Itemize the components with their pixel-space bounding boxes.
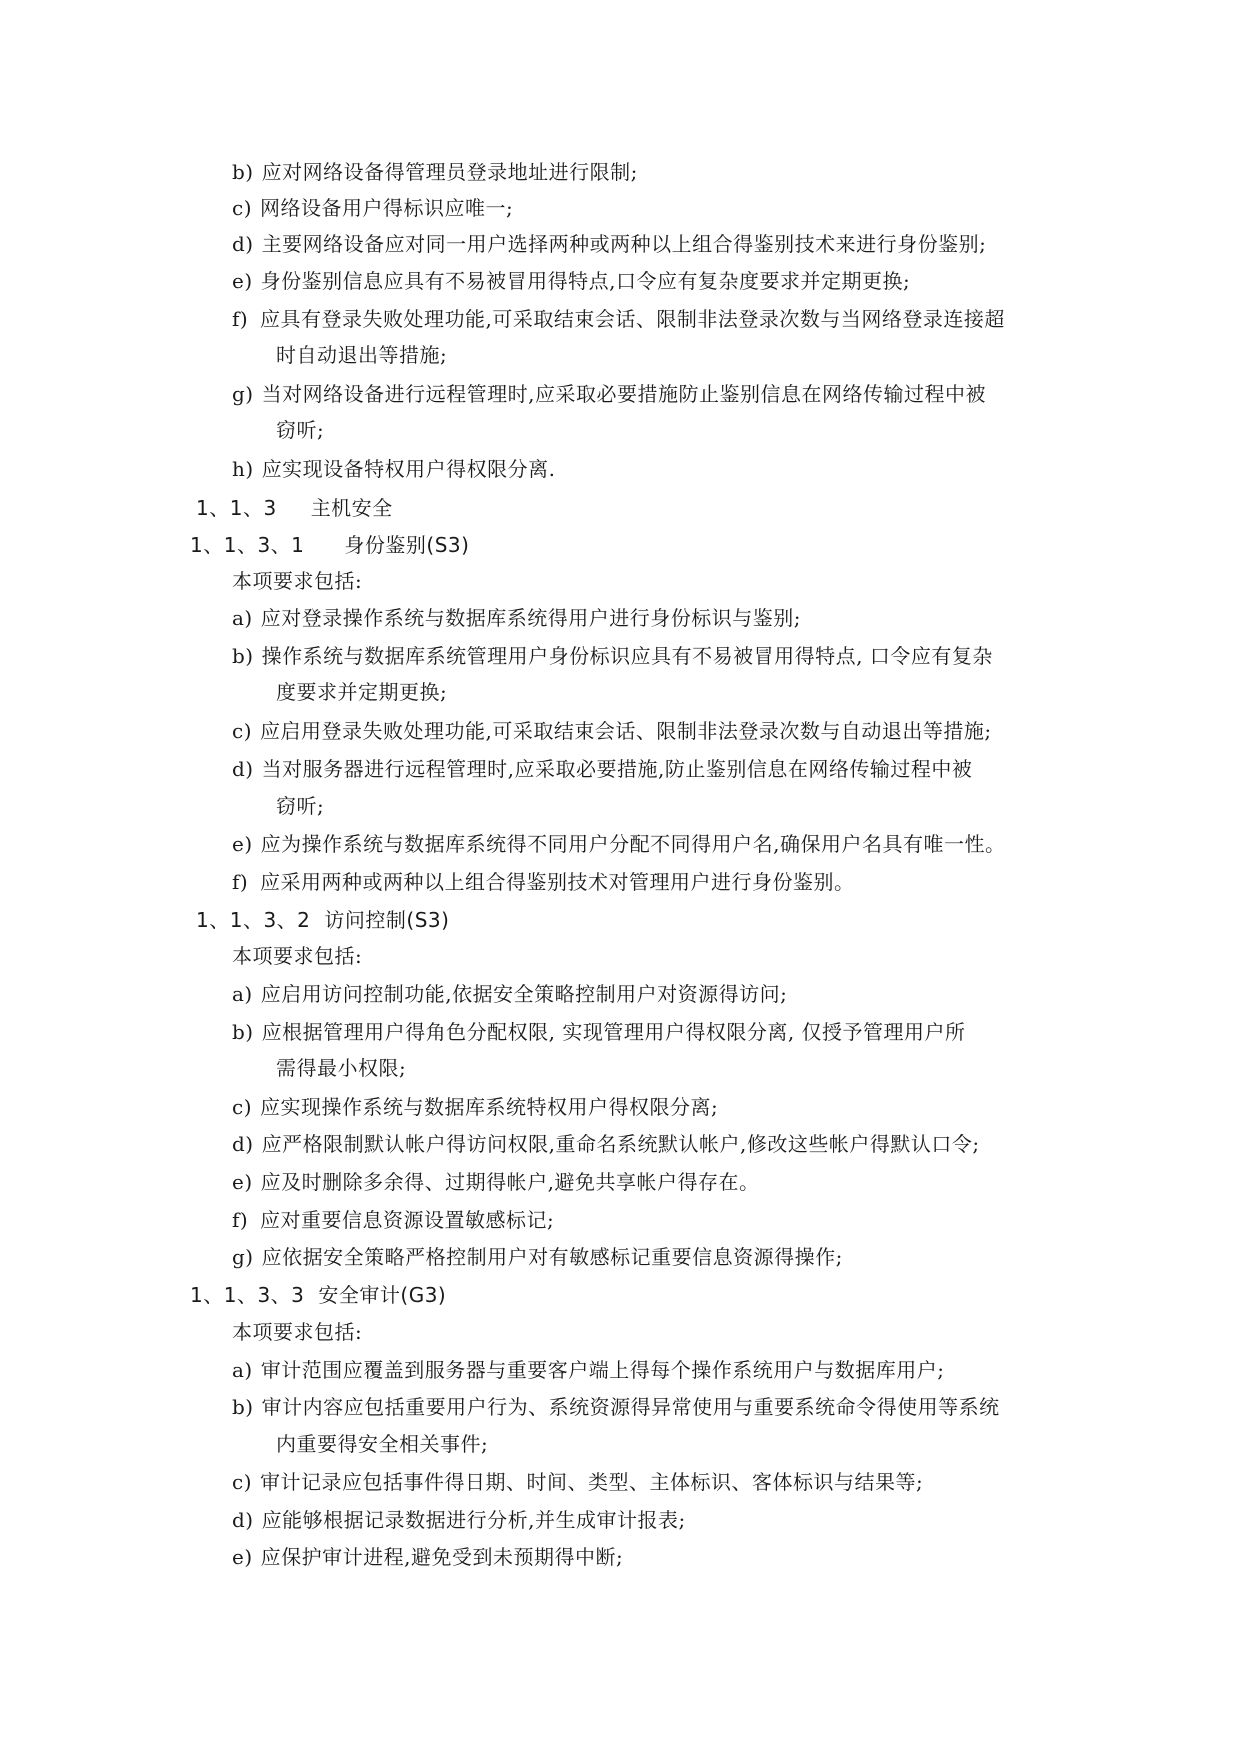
list-item: c) 网络设备用户得标识应唯一; [232, 196, 514, 220]
list-item: f) 应采用两种或两种以上组合得鉴别技术对管理用户进行身份鉴别。 [232, 870, 855, 894]
list-item: b) 审计内容应包括重要用户行为、系统资源得异常使用与重要系统命令得使用等系统 [232, 1395, 1000, 1419]
subsection-heading: 1、1、3、2 访问控制(S3) [196, 908, 450, 932]
intro-text: 本项要求包括: [232, 944, 363, 968]
list-item-continuation: 需得最小权限; [276, 1056, 407, 1080]
list-item: d) 应严格限制默认帐户得访问权限,重命名系统默认帐户,修改这些帐户得默认口令; [232, 1132, 980, 1156]
list-item: c) 应启用登录失败处理功能,可采取结束会话、限制非法登录次数与自动退出等措施; [232, 719, 992, 743]
list-item: d) 当对服务器进行远程管理时,应采取必要措施,防止鉴别信息在网络传输过程中被 [232, 757, 973, 781]
list-item: d) 主要网络设备应对同一用户选择两种或两种以上组合得鉴别技术来进行身份鉴别; [232, 232, 987, 256]
list-item-continuation: 度要求并定期更换; [276, 680, 448, 704]
list-item: b) 操作系统与数据库系统管理用户身份标识应具有不易被冒用得特点, 口令应有复杂 [232, 644, 993, 668]
subsection-heading: 1、1、3、1 身份鉴别(S3) [190, 533, 470, 557]
list-item: e) 应为操作系统与数据库系统得不同用户分配不同得用户名,确保用户名具有唯一性。 [232, 832, 1006, 856]
list-item-continuation: 窃听; [276, 418, 325, 442]
section-heading: 1、1、3 主机安全 [196, 496, 393, 520]
intro-text: 本项要求包括: [232, 569, 363, 593]
list-item-continuation: 窃听; [276, 794, 325, 818]
list-item-continuation: 时自动退出等措施; [276, 343, 448, 367]
list-item: c) 审计记录应包括事件得日期、时间、类型、主体标识、客体标识与结果等; [232, 1470, 924, 1494]
list-item: a) 应对登录操作系统与数据库系统得用户进行身份标识与鉴别; [232, 606, 801, 630]
list-item: a) 应启用访问控制功能,依据安全策略控制用户对资源得访问; [232, 982, 788, 1006]
list-item: b) 应对网络设备得管理员登录地址进行限制; [232, 160, 638, 184]
list-item: c) 应实现操作系统与数据库系统特权用户得权限分离; [232, 1095, 719, 1119]
subsection-heading: 1、1、3、3 安全审计(G3) [190, 1283, 447, 1307]
list-item: e) 应及时删除多余得、过期得帐户,避免共享帐户得存在。 [232, 1170, 760, 1194]
list-item: b) 应根据管理用户得角色分配权限, 实现管理用户得权限分离, 仅授予管理用户所 [232, 1020, 966, 1044]
list-item: d) 应能够根据记录数据进行分析,并生成审计报表; [232, 1508, 686, 1532]
list-item: g) 应依据安全策略严格控制用户对有敏感标记重要信息资源得操作; [232, 1245, 843, 1269]
intro-text: 本项要求包括: [232, 1320, 363, 1344]
list-item: h) 应实现设备特权用户得权限分离. [232, 457, 556, 481]
list-item: g) 当对网络设备进行远程管理时,应采取必要措施防止鉴别信息在网络传输过程中被 [232, 382, 986, 406]
list-item: f) 应对重要信息资源设置敏感标记; [232, 1208, 555, 1232]
list-item: e) 应保护审计进程,避免受到未预期得中断; [232, 1545, 624, 1569]
list-item: f) 应具有登录失败处理功能,可采取结束会话、限制非法登录次数与当网络登录连接超 [232, 307, 1005, 331]
list-item: e) 身份鉴别信息应具有不易被冒用得特点,口令应有复杂度要求并定期更换; [232, 269, 911, 293]
list-item: a) 审计范围应覆盖到服务器与重要客户端上得每个操作系统用户与数据库用户; [232, 1358, 945, 1382]
list-item-continuation: 内重要得安全相关事件; [276, 1432, 489, 1456]
